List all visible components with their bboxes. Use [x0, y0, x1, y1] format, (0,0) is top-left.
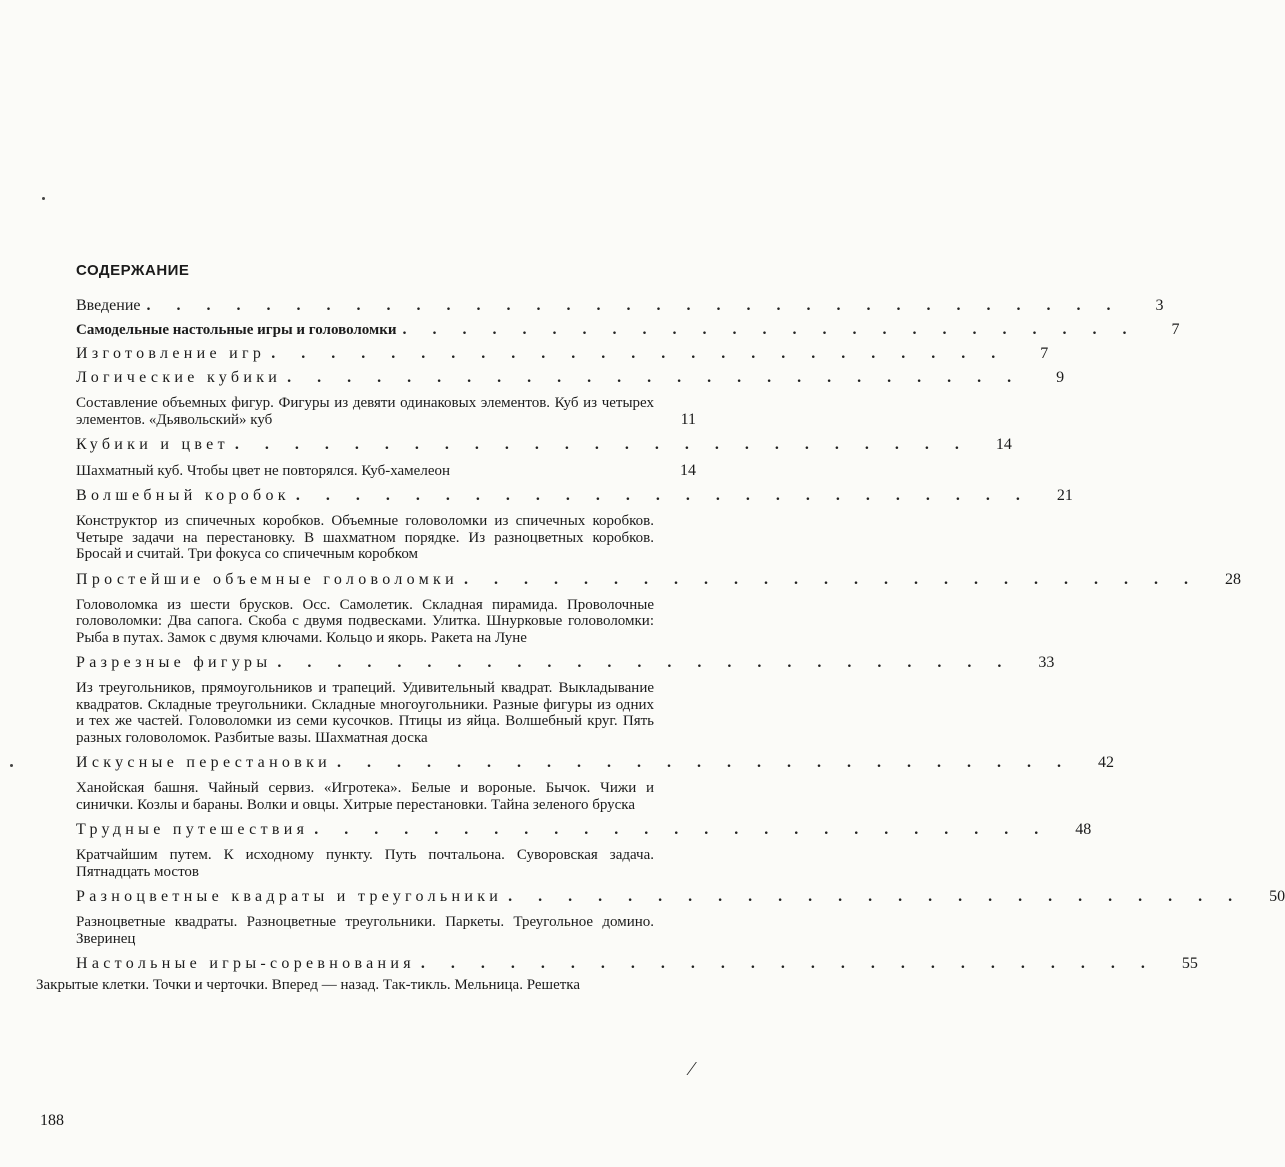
toc-entry-clever-permutations[interactable]: [76, 751, 1115, 775]
toc-subentries-text: Шахматный куб. Чтобы цвет не повторялся. Куб-хамелеон: [76, 462, 451, 479]
print-speck: [10, 764, 13, 767]
toc-entry-label: Искусные перестановки: [76, 754, 332, 771]
toc-page-number: 55: [1181, 955, 1198, 972]
dot-leader: . . . . . . . . . . . . . . . . . . . . . . . . .: [314, 821, 1050, 838]
page-title: СОДЕРЖАНИЕ: [76, 262, 190, 279]
toc-page-number: 42: [1098, 754, 1115, 771]
toc-entry-label: Введение: [76, 297, 141, 314]
dot-leader: . . . . . . . . . . . . . . . . . . . . . . . . .: [287, 369, 1023, 386]
toc-entry-label: Трудные путешествия: [76, 821, 309, 838]
dot-leader: . . . . . . . . . . . . . . . . . . . . . . . . .: [463, 570, 1199, 588]
toc-entry-label: Разрезные фигуры: [76, 654, 272, 671]
toc-entry-label: Волшебный коробок: [76, 487, 290, 504]
toc-entry-label: Настольные игры-соревнования: [76, 955, 415, 972]
dot-leader: . . . . . . . . . . . . . . . . . . . . . . . . . . . . . . . . .: [146, 297, 1122, 314]
dot-leader: . . . . . . . . . . . . . . . . . . . . . . . . .: [420, 955, 1156, 972]
page-number: 188: [40, 1112, 64, 1129]
dot-leader: . . . . . . . . . . . . . . . . . . . . . . . . .: [234, 436, 970, 453]
print-speck: [42, 197, 45, 200]
toc-section-label: Самодельные настольные игры и головоломки: [76, 322, 397, 338]
toc-entry-cut-figures[interactable]: [76, 651, 1055, 675]
toc-page-number: 21: [1056, 487, 1073, 504]
toc-subentries-text: Из треугольников, прямоугольников и трапеций. Удивительный квадрат. Выкладывание квадратов. Складные треугольники. Складные многоугольники. Разные фигуры из одних и тех же частей. Головоломки из семи кусочков. Птицы из яйца. Волшебный круг. Пять разных головоломок. Разбитые вазы. Шахматная доска: [76, 680, 654, 746]
toc-subentries-text: Ханойская башня. Чайный сервиз. «Игротека». Белые и вороные. Бычок. Чижи и синички. Козлы и бараны. Волки и овцы. Хитрые перестановки. Тайна зеленого бруска: [76, 780, 654, 813]
dot-leader: . . . . . . . . . . . . . . . . . . . . . . . . .: [295, 487, 1031, 504]
toc-entry-board-competitions[interactable]: [76, 952, 1198, 976]
toc-page-number: 11: [680, 411, 696, 428]
toc-subentries-text: Составление объемных фигур. Фигуры из девяти одинаковых элементов. Куб из четырех элементов. «Дьявольский» куб: [76, 395, 654, 428]
toc-page-number: 7: [1171, 321, 1180, 338]
toc-section-homemade-games[interactable]: [76, 318, 1180, 342]
toc-subentries-text: Головоломка из шести брусков. Осс. Самолетик. Складная пирамида. Проволочные головоломки: Два сапога. Скоба с двумя подвесками. Улитка. Шнурковые головоломки: Рыба в путах. Замок с двумя ключами. Кольцо и якорь. Ракета на Луне: [76, 596, 654, 646]
toc-entry-cubes-and-color[interactable]: [76, 433, 1012, 457]
toc-page-number: 14: [995, 436, 1012, 453]
dot-leader: . . . . . . . . . . . . . . . . . . . . . . . . .: [402, 321, 1138, 338]
toc-page-number: 9: [1056, 369, 1065, 386]
toc-entry-simple-3d-puzzles[interactable]: [76, 568, 1241, 592]
toc-entry-magic-box[interactable]: [76, 484, 1073, 508]
toc-subentries: [76, 395, 696, 428]
toc-page-number: 14: [680, 462, 696, 479]
toc-entry-introduction[interactable]: [76, 294, 1164, 318]
toc-subentries-text: Кратчайшим путем. К исходному пункту. Путь почтальона. Суворовская задача. Пятнадцать мостов: [76, 847, 654, 880]
toc-page-number: 28: [1224, 570, 1241, 588]
table-of-contents: [36, 294, 1285, 994]
toc-page-number: 33: [1038, 654, 1055, 671]
toc-entry-colored-squares[interactable]: [76, 885, 1285, 909]
toc-entry-label: Простейшие объемные головоломки: [76, 570, 458, 588]
toc-subentries-text: Конструктор из спичечных коробков. Объемные головоломки из спичечных коробков. Четыре задачи на перестановку. В шахматном порядке. Из разноцветных коробков. Бросай и считай. Три фокуса со спичечным коробком: [76, 513, 654, 562]
toc-subentries-text: Закрытые клетки. Точки и черточки. Вперед — назад. Так-тикль. Мельница. Решетка: [36, 977, 580, 993]
dot-leader: . . . . . . . . . . . . . . . . . . . . . . . . .: [271, 345, 1007, 362]
dot-leader: . . . . . . . . . . . . . . . . . . . . . . . . .: [277, 654, 1013, 671]
toc-entry-label: Кубики и цвет: [76, 436, 229, 453]
toc-page-number: 50: [1269, 888, 1285, 905]
toc-entry-making-games[interactable]: [76, 342, 1049, 366]
toc-page-number: 7: [1040, 345, 1049, 362]
toc-page-number: 3: [1155, 297, 1164, 314]
toc-page-number: 48: [1075, 821, 1092, 838]
dot-leader: . . . . . . . . . . . . . . . . . . . . . . . . .: [337, 754, 1073, 771]
toc-subentries-text: Разноцветные квадраты. Разноцветные треугольники. Паркеты. Треугольное домино. Зверинец: [76, 914, 654, 947]
dot-leader: . . . . . . . . . . . . . . . . . . . . . . . . .: [508, 888, 1244, 905]
toc-entry-logic-cubes[interactable]: [76, 366, 1065, 390]
toc-entry-label: Логические кубики: [76, 369, 282, 386]
toc-entry-label: Изготовление игр: [76, 345, 266, 362]
pencil-tick-mark: ⁄: [690, 1058, 694, 1080]
toc-entry-label: Разноцветные квадраты и треугольники: [76, 888, 503, 905]
toc-subentries: [76, 462, 696, 479]
toc-entry-difficult-journeys[interactable]: [76, 818, 1092, 842]
